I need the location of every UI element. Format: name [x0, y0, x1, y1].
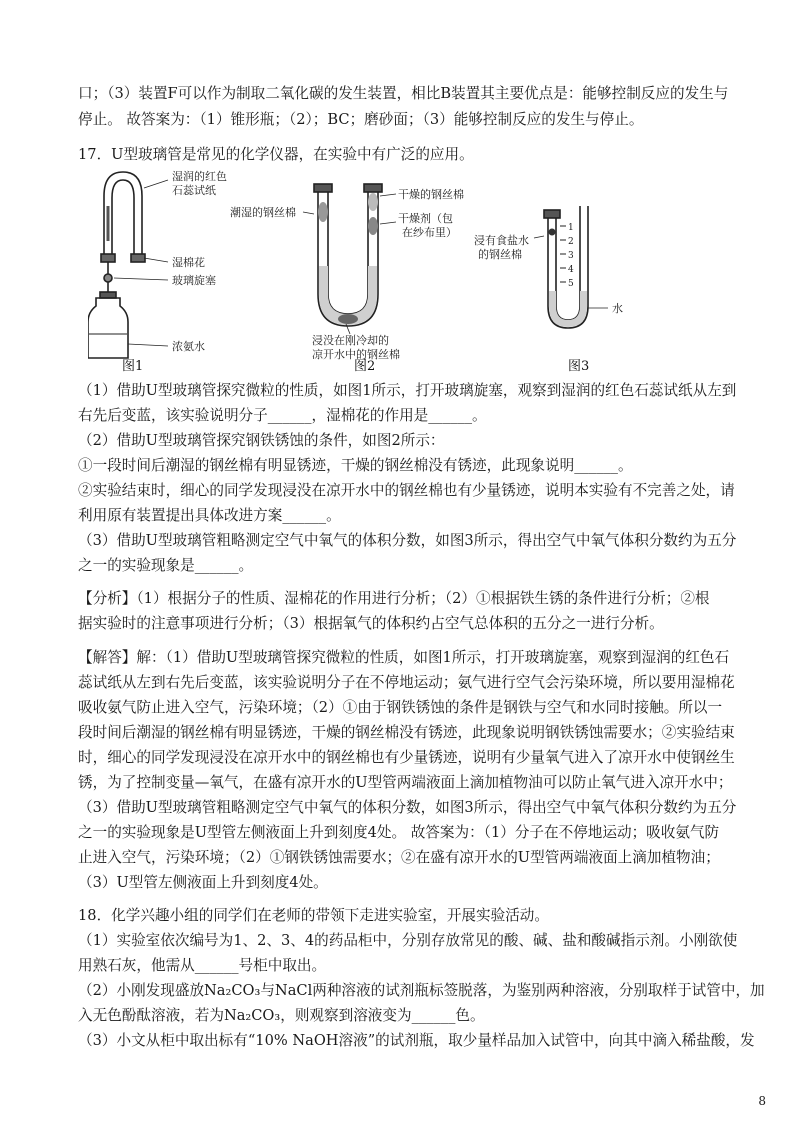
fig2-label: 在纱布里） [402, 226, 457, 239]
text-line: 之一的实验现象是______。 [78, 557, 254, 574]
fig1-label: 湿润的红色 [172, 170, 227, 183]
fig3-tick: 2 [568, 237, 574, 247]
text-line: （3）小文从柜中取出标有“10% NaOH溶液”的试剂瓶，取少量样品加入试管中，向其中滴入稀盐酸，发 [78, 1032, 755, 1049]
fig3-caption: 图3 [568, 359, 590, 374]
text-line: 口；（3）装置F可以作为制取二氧化碳的发生装置，相比B装置其主要优点是：能够控制反应的发生与 [78, 85, 729, 102]
answer-line: 【解答】解：（1）借助U型玻璃管探究微粒的性质，如图1所示，打开玻璃旋塞，观察到湿润的红色石 [78, 649, 730, 666]
text-line: 右先后变蓝，该实验说明分子______，湿棉花的作用是______。 [78, 407, 487, 424]
text-line: （1）实验室依次编号为1、2、3、4的药品柜中，分别存放常见的酸、碱、盐和酸碱指示剂。小刚欲使 [78, 932, 738, 949]
fig2-label: 干燥剂（包 [398, 212, 453, 225]
fig2-label: 浸没在刚冷却的 [312, 334, 389, 347]
figure-1 [88, 172, 168, 358]
text-line: 利用原有装置提出具体改进方案______。 [78, 507, 341, 524]
text-line: （3）借助U型玻璃管粗略测定空气中氧气的体积分数，如图3所示，得出空气中氧气体积分数约为五分 [78, 532, 737, 549]
fig3-label: 水 [612, 302, 623, 315]
fig1-caption: 图1 [122, 359, 144, 374]
fig3-tick: 4 [568, 265, 574, 275]
answer-line: （3）借助U型玻璃管粗略测定空气中氧气的体积分数，如图3所示，得出空气中氧气体积分数约为五分 [78, 799, 737, 816]
answer-line: 吸收氨气防止进入空气，污染环境；（2）①由于钢铁锈蚀的条件是钢铁与空气和水同时接触。所以一 [78, 699, 723, 716]
answer-line: 蕊试纸从左到右先后变蓝，该实验说明分子在不停地运动；氨气进行空气会污染环境，所以要用湿棉花 [78, 674, 735, 691]
fig2-label: 凉开水中的钢丝棉 [312, 348, 400, 361]
text-line: ①一段时间后潮湿的钢丝棉有明显锈迹，干燥的钢丝棉没有锈迹，此现象说明______。 [78, 457, 633, 474]
fig3-tick: 3 [568, 251, 574, 261]
figure-u-tubes [88, 166, 728, 376]
fig1-label: 湿棉花 [172, 256, 205, 269]
fig2-label: 干燥的钢丝棉 [398, 188, 464, 201]
text-line: ②实验结束时，细心的同学发现浸没在凉开水中的钢丝棉也有少量锈迹，说明本实验有不完善之处，请 [78, 482, 735, 499]
text-line: （1）借助U型玻璃管探究微粒的性质，如图1所示，打开玻璃旋塞，观察到湿润的红色石蕊试纸从左到 [78, 382, 737, 399]
text-line: 入无色酚酞溶液，若为Na₂CO₃，则观察到溶液变为______色。 [78, 1007, 485, 1024]
question-17-title: 17．U型玻璃管是常见的化学仪器，在实验中有广泛的应用。 [78, 146, 474, 163]
fig2-label: 潮湿的钢丝棉 [230, 206, 296, 219]
fig3-tick: 5 [568, 279, 574, 289]
answer-line: 锈，为了控制变量—氧气，在盛有凉开水的U型管两端液面上滴加植物油可以防止氧气进入凉开水中； [78, 774, 733, 791]
fig3-label: 的钢丝棉 [478, 248, 522, 261]
analysis-line: 【分析】（1）根据分子的性质、湿棉花的作用进行分析；（2）①根据铁生锈的条件进行分析；②根 [78, 590, 710, 607]
fig1-label: 浓氨水 [172, 340, 205, 353]
fig2-caption: 图2 [354, 359, 376, 374]
text-line: 停止。 故答案为：（1）锥形瓶；（2）；BC；磨砂面；（3）能够控制反应的发生与停止。 [78, 111, 644, 128]
analysis-line: 据实验时的注意事项进行分析；（3）根据氧气的体积约占空气总体积的五分之一进行分析。 [78, 615, 664, 632]
answer-line: 之一的实验现象是U型管左侧液面上升到刻度4处。 故答案为：（1）分子在不停地运动；吸收氨气防 [78, 824, 720, 841]
answer-line: （3）U型管左侧液面上升到刻度4处。 [78, 874, 328, 891]
figure-2 [303, 184, 396, 334]
answer-line: 时，细心的同学发现浸没在凉开水中的钢丝棉也有少量锈迹，说明有少量氧气进入了凉开水中使钢丝生 [78, 749, 735, 766]
text-line: （2）小刚发现盛放Na₂CO₃与NaCl两种溶液的试剂瓶标签脱落，为鉴别两种溶液，分别取样于试管中，加 [78, 982, 765, 999]
question-18-title: 18．化学兴趣小组的同学们在老师的带领下走进实验室，开展实验活动。 [78, 907, 549, 924]
text-line: （2）借助U型玻璃管探究钢铁锈蚀的条件，如图2所示： [78, 432, 445, 449]
fig3-label: 浸有食盐水 [474, 234, 529, 247]
fig1-label: 玻璃旋塞 [172, 274, 216, 287]
answer-line: 止进入空气，污染环境；（2）①钢铁锈蚀需要水；②在盛有凉开水的U型管两端液面上滴加植物油； [78, 849, 720, 866]
fig1-label: 石蕊试纸 [172, 184, 216, 197]
text-line: 用熟石灰，他需从______号柜中取出。 [78, 957, 327, 974]
page-number: 8 [758, 1094, 766, 1108]
answer-line: 段时间后潮湿的钢丝棉有明显锈迹，干燥的钢丝棉没有锈迹，此现象说明钢铁锈蚀需要水；②实验结束 [78, 724, 735, 741]
fig3-tick: 1 [568, 223, 574, 233]
